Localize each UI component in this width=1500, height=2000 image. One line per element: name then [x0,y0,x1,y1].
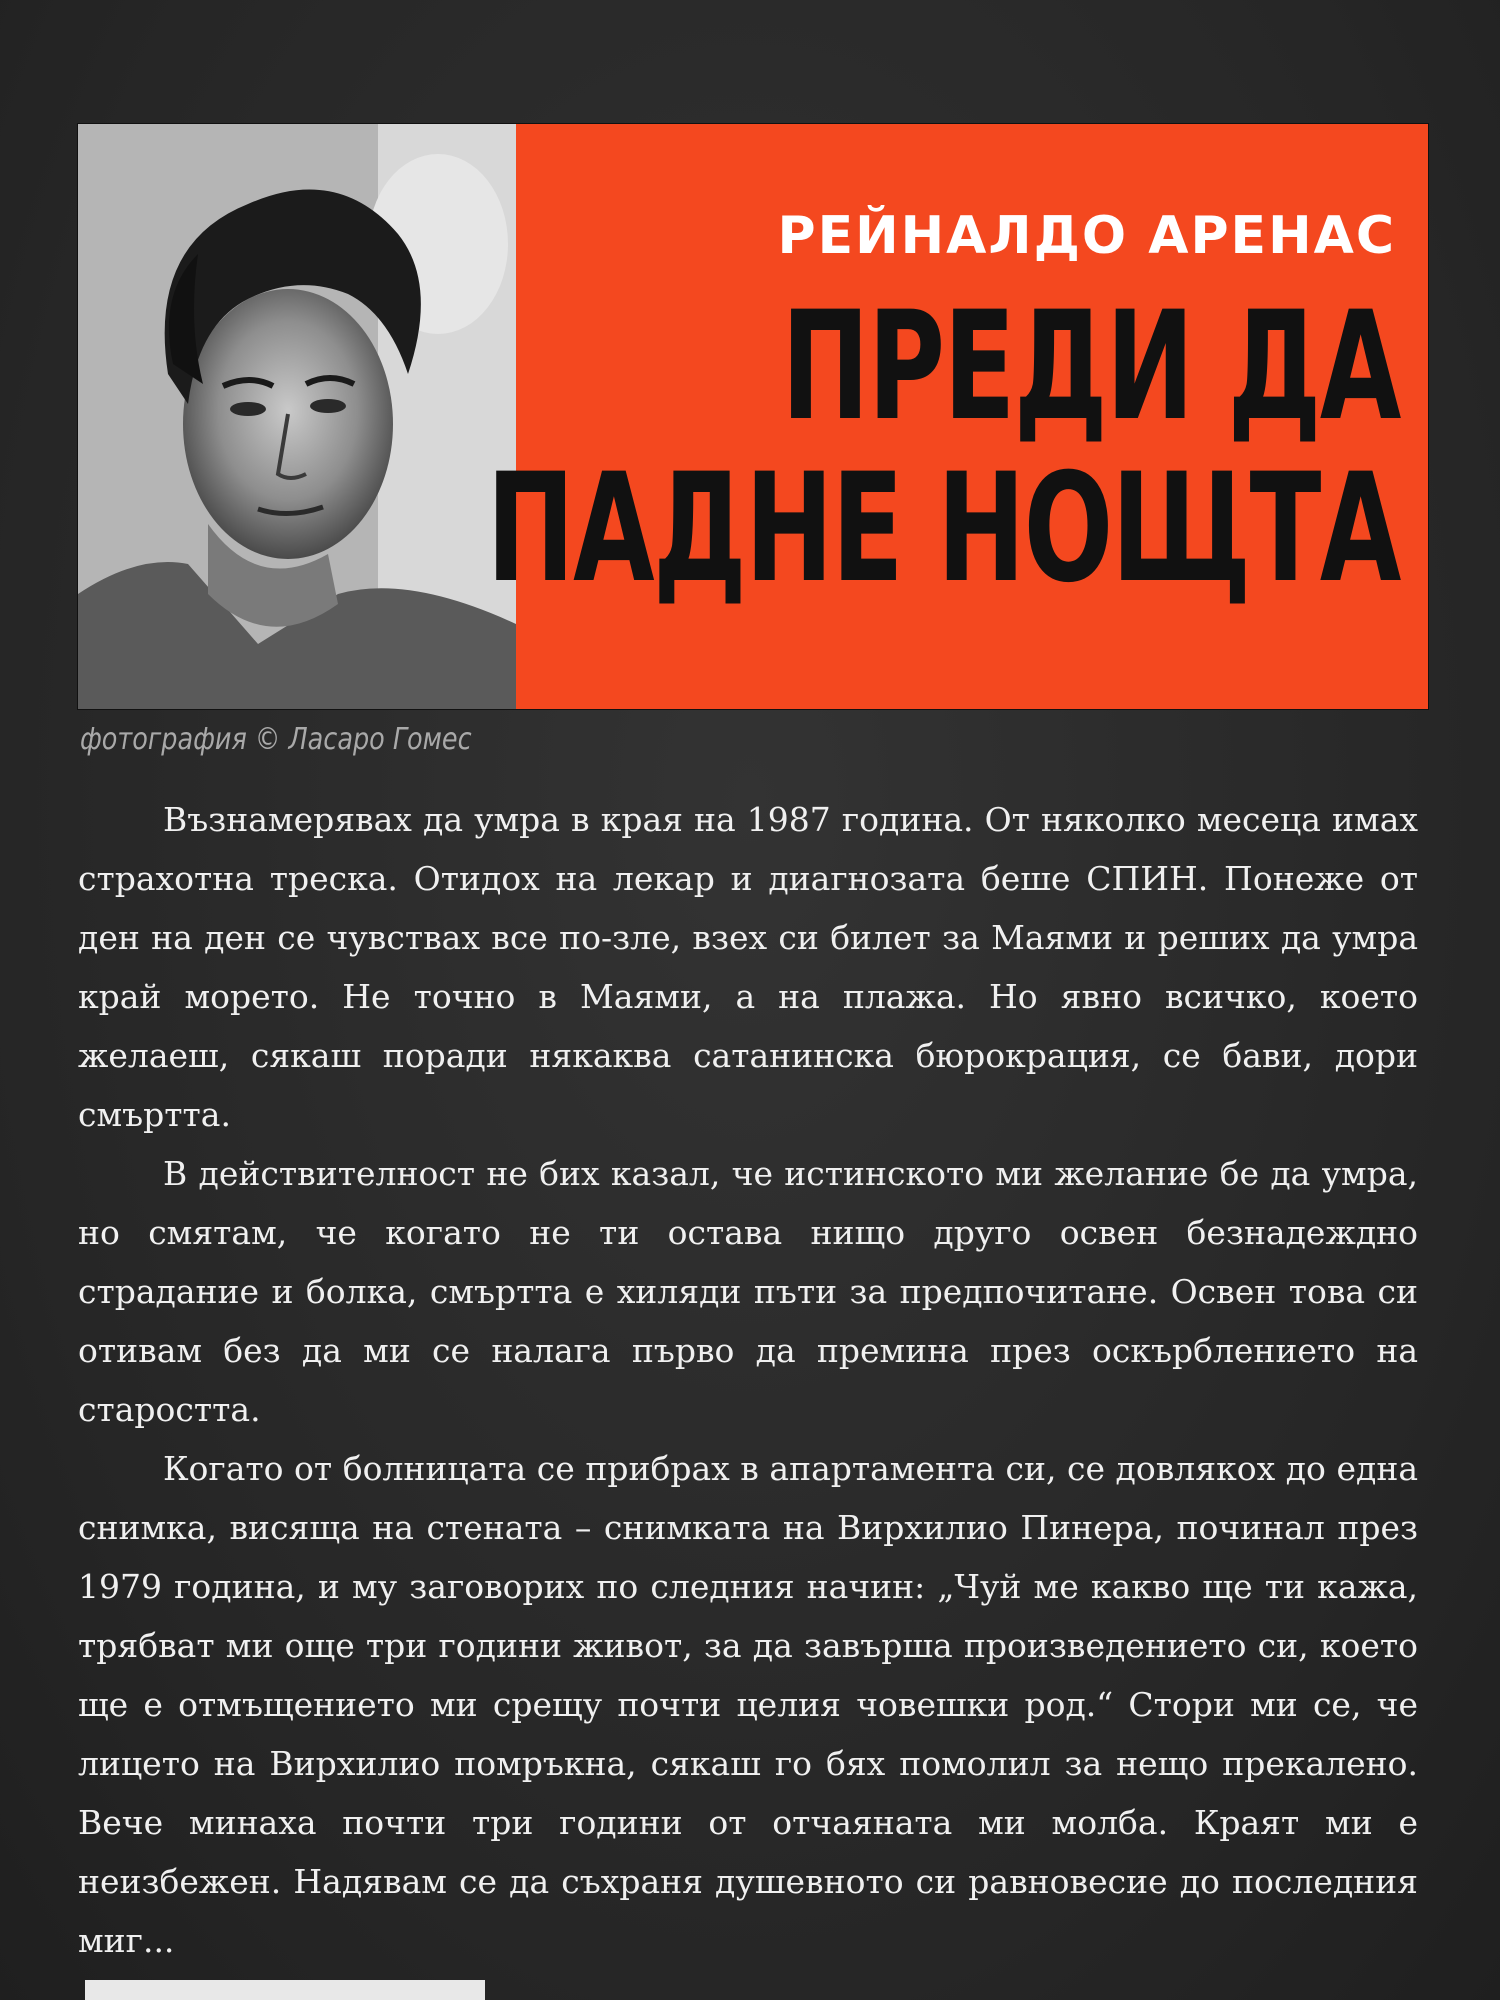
barcode-sticker-edge [85,1980,485,2000]
blurb-paragraph-3: Когато от болницата се прибрах в апартамента си, се довлякох до една снимка, висяща на стената – снимката на Вирхилио Пинера, починал през 1979 година, и му заговорих по следния начин: „Чуй ме какво ще ти кажа, трябват ми още три години живот, за да завърша произведението си, което ще е отмъщението ми срещу почти целия човешки род.“ Стори ми се, че лицето на Вирхилио помръкна, сякаш го бях помолил за нещо прекалено. Вече минаха почти три години от отчаяната ми молба. Краят ми е неизбежен. Надявам се да съхраня душевното си равновесие до последния миг... [78,1449,1418,1960]
header-banner [78,124,1428,709]
author-name: РЕЙНАЛДО АРЕНАС [777,206,1396,266]
book-title-line-1: ПРЕДИ ДА [781,280,1400,454]
blurb-paragraph-1: Възнамерявах да умра в края на 1987 година. От няколко месеца имах страхотна треска. Отидох на лекар и диагнозата беше СПИН. Понеже от ден на ден се чувствах все по-зле, взех си билет за Маями и реших да умра край морето. Не точно в Маями, а на плажа. Но явно всичко, което желаеш, сякаш поради някаква сатанинска бюрокрация, се бави, дори смъртта. [78,800,1418,1134]
blurb-paragraph-2: В действителност не бих казал, че истинското ми желание бе да умра, но смятам, че когато не ти остава нищо друго освен безнадеждно страдание и болка, смъртта е хиляди пъти за предпочитане. Освен това си отивам без да ми се налага първо да премина през оскърблението на старостта. [78,1154,1418,1429]
author-portrait-illustration [78,124,516,709]
blurb-text [78,790,1418,1970]
title-panel [486,124,1428,709]
author-photo [78,124,516,709]
photo-credit: фотография © Ласаро Гомес [80,722,472,757]
book-title-line-2: ПАДНЕ НОЩТА [486,442,1400,616]
